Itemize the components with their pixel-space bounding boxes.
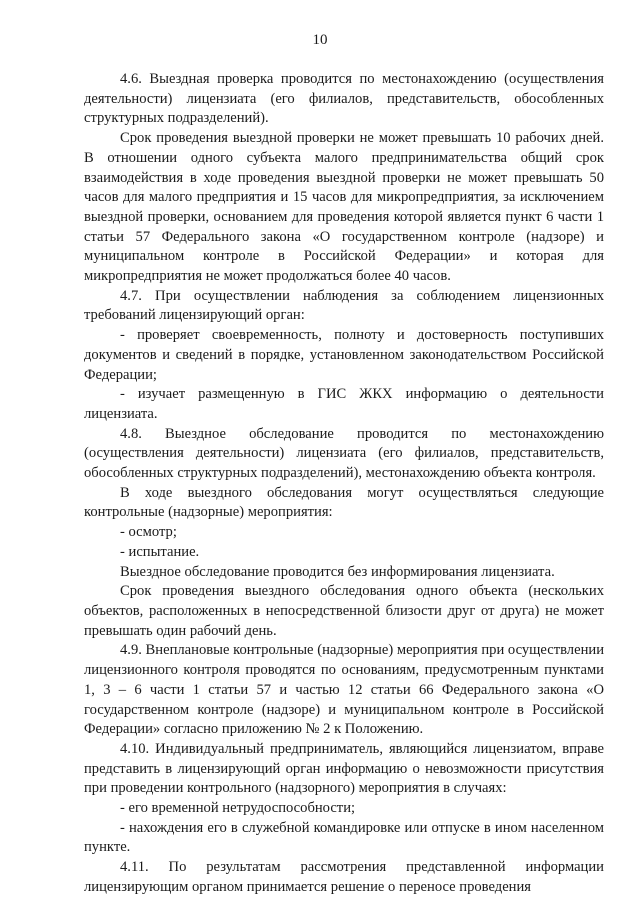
list-item-disability: - его временной нетрудоспособности;	[120, 800, 356, 817]
list-item-inspection: - осмотр;	[120, 524, 177, 541]
paragraph-4-7: 4.7. При осуществлении наблюдения за соблюдением лицензионных требований лицензирующий орган:	[84, 287, 604, 324]
paragraph-survey-duration: Срок проведения выездного обследования одного объекта (нескольких объектов, расположенных в непосредственной близости друг от друга) не может превышать один рабочий день.	[84, 583, 604, 639]
paragraph-4-6: 4.6. Выездная проверка проводится по местонахождению (осуществления деятельности) лицензиата (его филиалов, представительств, обособленных структурных подразделений).	[84, 71, 604, 127]
paragraph-no-informing: Выездное обследование проводится без информирования лицензиата.	[120, 563, 555, 580]
paragraph-4-8: 4.8. Выездное обследование проводится по местонахождению (осуществления деятельности) лицензиата (его филиалов, представительств, обособленных структурных подразделений), местонахождению объекта контроля.	[84, 425, 604, 482]
page-number: 10	[312, 32, 328, 48]
paragraph-inspection-duration: Срок проведения выездной проверки не может превышать 10 рабочих дней. В отношении одного субъекта малого предпринимательства общий срок взаимодействия в ходе проведения выездной проверки не может превышать 50 часов для малого предприятия и 15 часов для микропредприятия, за исключением выездной проверки, основанием для проведения которой является пункт 6 части 1 статьи 57 Федерального закона «О государственном контроле (надзоре) и муниципальном контроле в Российской Федерации» и которая для микропредприятия не может продолжаться более 40 часов.	[84, 130, 604, 285]
list-item-business-trip: - нахождения его в служебной командировке или отпуске в ином населенном пункте.	[84, 819, 604, 856]
paragraph-4-9: 4.9. Внеплановые контрольные (надзорные) мероприятия при осуществлении лицензионного контроля проводятся по основаниям, предусмотренным пунктами 1, 3 – 6 части 1 статьи 57 и частью 12 статьи 66 Федерального закона «О государственном контроле (надзоре) и муниципальном контроле в Российской Федерации» согласно приложению № 2 к Положению.	[84, 642, 604, 738]
paragraph-inspection-measures: В ходе выездного обследования могут осуществляться следующие контрольные (надзорные) мероприятия:	[84, 484, 604, 521]
paragraph-4-10: 4.10. Индивидуальный предприниматель, являющийся лицензиатом, вправе представить в лицензирующий орган информацию о невозможности присутствия при проведении контрольного (надзорного) мероприятия в случаях:	[84, 740, 604, 797]
list-item-studies-gis: - изучает размещенную в ГИС ЖКХ информацию о деятельности лицензиата.	[84, 386, 604, 422]
paragraph-4-11: 4.11. По результатам рассмотрения представленной информации лицензирующим органом принимается решение о переносе проведения	[84, 859, 604, 895]
list-item-testing: - испытание.	[120, 543, 200, 560]
list-item-checks-documents: - проверяет своевременность, полноту и достоверность поступивших документов и сведений в порядке, установленном законодательством Российской Федерации;	[84, 327, 604, 383]
document-body	[84, 70, 604, 898]
